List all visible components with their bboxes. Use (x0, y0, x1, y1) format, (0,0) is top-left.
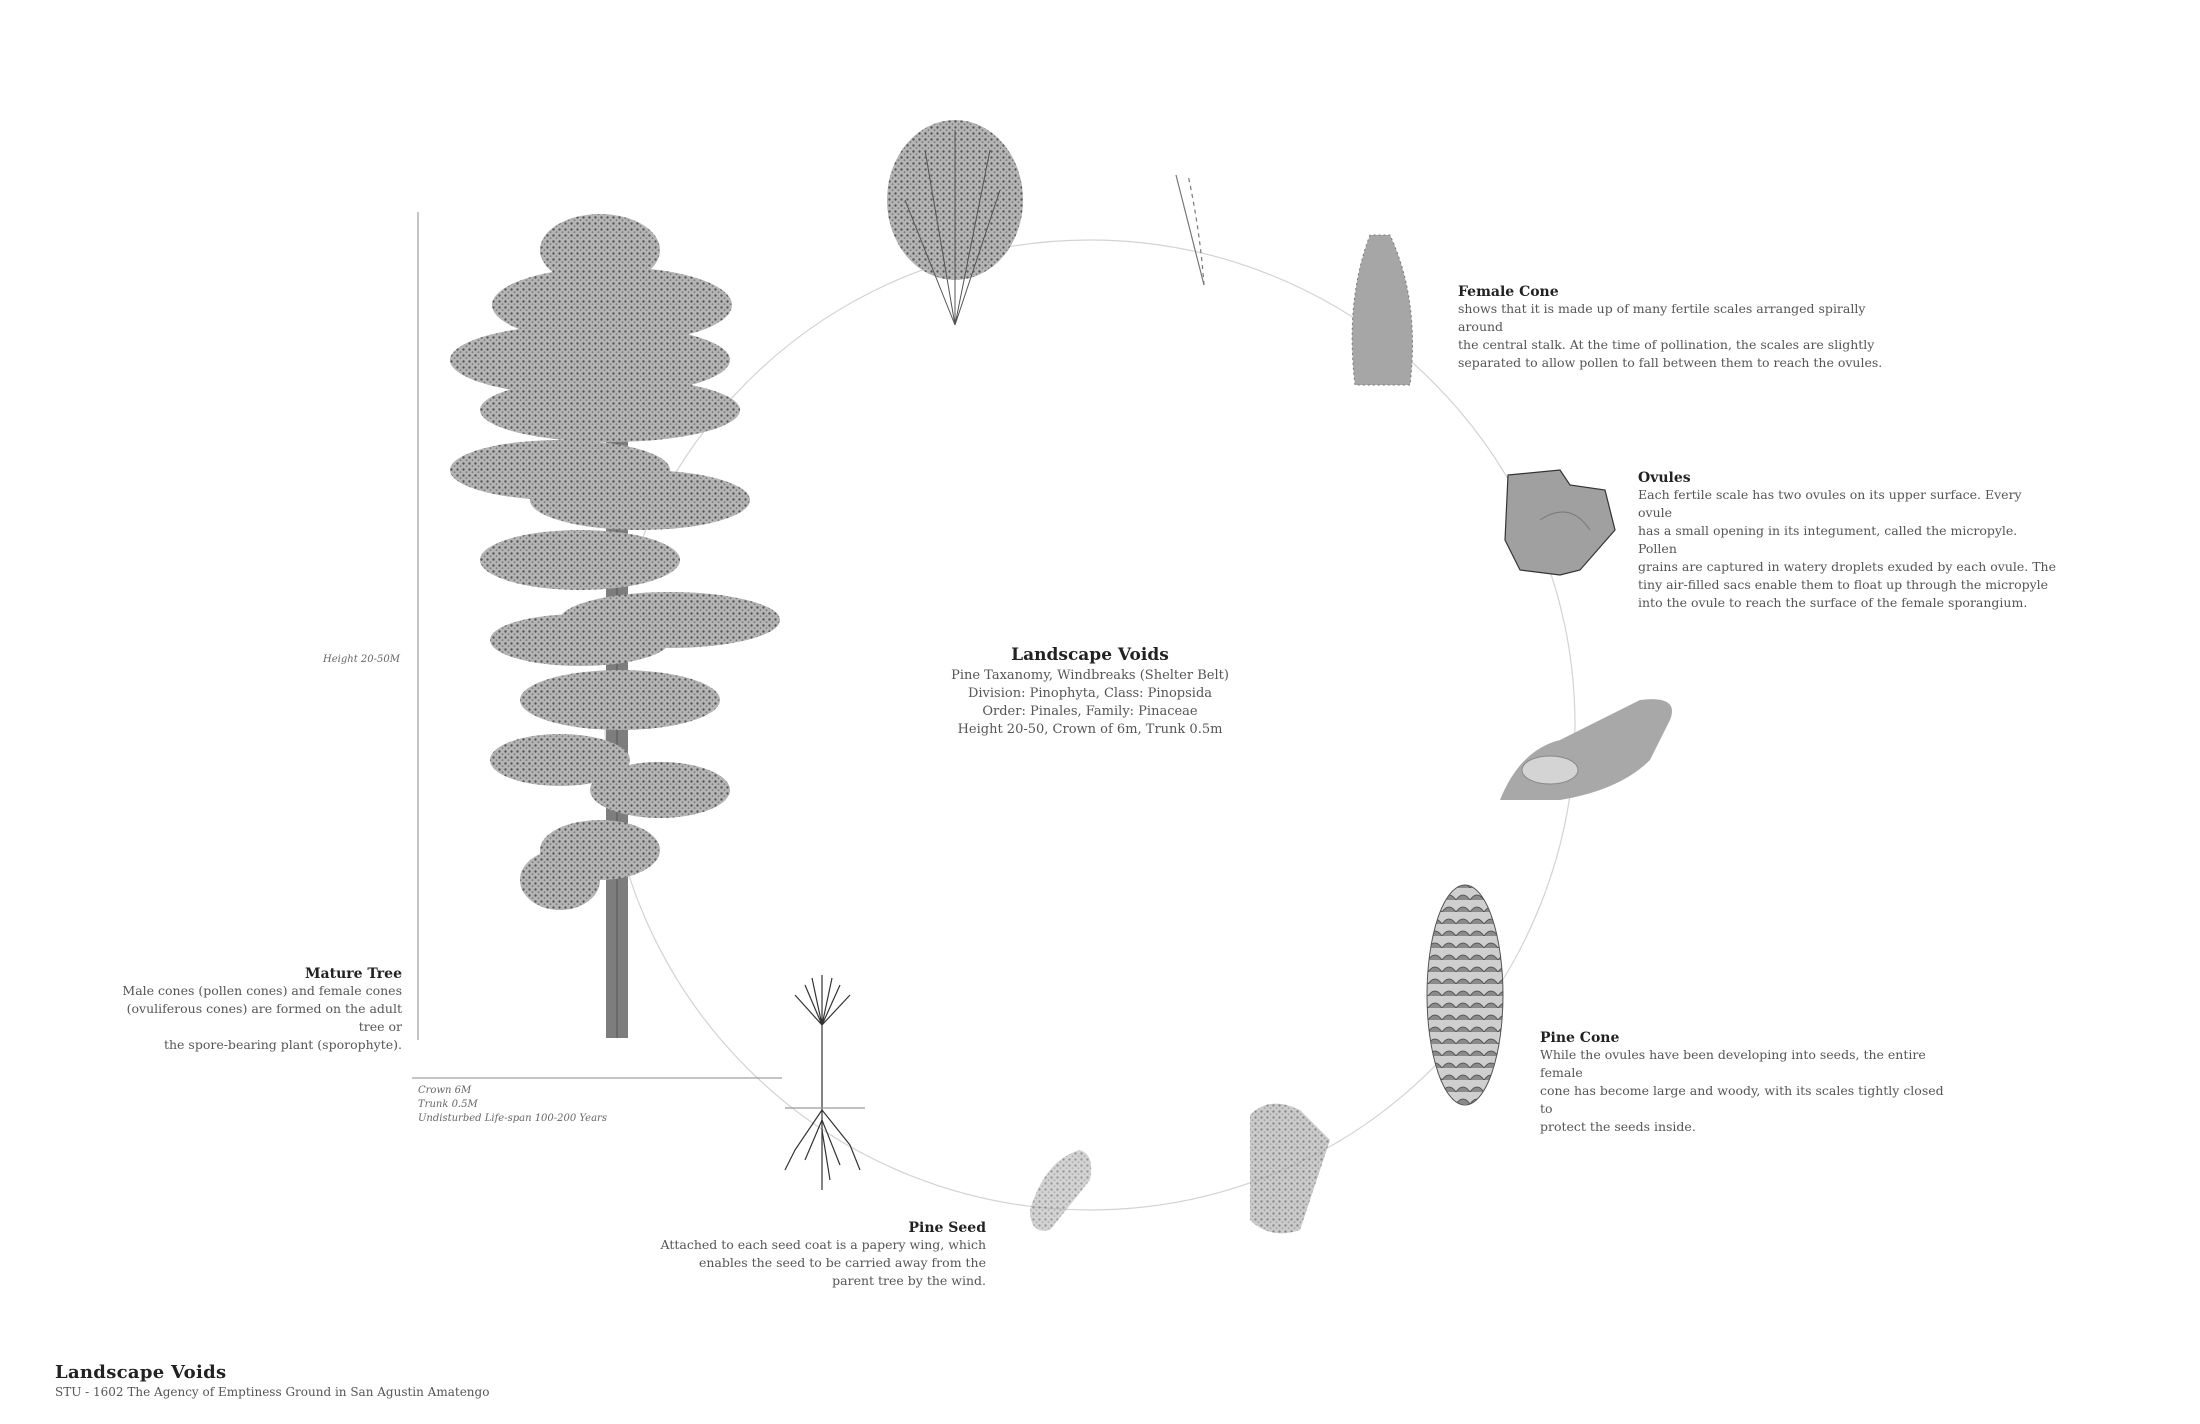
pine-cone-annotation (1540, 1030, 1960, 1136)
needle-illustration (1176, 175, 1204, 285)
ovules-text: Each fertile scale has two ovules on its upper surface. Every ovule has a small opening in its integument, called the micropyle. Pollen grains are captured in watery droplets exuded by each ovule. The tiny air-filled sacs enable them to float up through the micropyle into the ovule to reach the surface of the female sporangium. (1638, 487, 2057, 610)
pine-seed-text: Attached to each seed coat is a papery wing, which enables the seed to be carried away from the parent tree by the wind. (660, 1237, 986, 1288)
seed-wing-illustration (1250, 1104, 1330, 1234)
mature-tree-illustration (450, 214, 780, 1038)
pine-cone-text: While the ovules have been developing into seeds, the entire female cone has become large and woody, with its scales tightly closed to protect the seeds inside. (1540, 1047, 1944, 1134)
female-cone-annotation (1458, 284, 1898, 372)
pine-cone-title: Pine Cone (1540, 1030, 1620, 1046)
seedling-illustration (785, 975, 865, 1190)
footer-title: Landscape Voids (55, 1362, 227, 1383)
ovules-annotation (1638, 470, 2058, 612)
mature-tree-text: Male cones (pollen cones) and female cones (ovuliferous cones) are formed on the adult tree or the spore-bearing plant (sporophyte). (122, 983, 402, 1052)
footer (55, 1362, 755, 1401)
needle-cluster-illustration (887, 120, 1023, 325)
ovules-illustration (1505, 470, 1615, 575)
center-title: Landscape Voids (1011, 645, 1169, 665)
ovules-title: Ovules (1638, 470, 1691, 486)
female-cone-illustration (1352, 235, 1412, 385)
center-lines: Pine Taxanomy, Windbreaks (Shelter Belt) Division: Pinophyta, Class: Pinopsida Order: Pinales, Family: Pinaceae Height 20-50, Crown of 6m, Trunk 0.5m (951, 668, 1229, 737)
pine-cone-illustration (1427, 885, 1503, 1105)
seed-illustration (1030, 1150, 1091, 1231)
height-label: Height 20-50M (323, 654, 400, 665)
center-caption (930, 645, 1250, 739)
pine-seed-annotation (640, 1220, 986, 1290)
ovule-section-illustration (1500, 699, 1672, 800)
female-cone-title: Female Cone (1458, 284, 1559, 300)
mature-tree-annotation (100, 966, 402, 1054)
lower-dimension-label: Crown 6M Trunk 0.5M Undisturbed Life-span 100-200 Years (418, 1085, 607, 1124)
female-cone-text: shows that it is made up of many fertile scales arranged spirally around the central stalk. At the time of pollination, the scales are slightly separated to allow pollen to fall between them to reach the ovules. (1458, 301, 1883, 370)
pine-seed-title: Pine Seed (908, 1220, 986, 1236)
footer-subtitle: STU - 1602 The Agency of Emptiness Ground in San Agustin Amatengo (55, 1385, 490, 1399)
mature-tree-title: Mature Tree (305, 966, 402, 982)
